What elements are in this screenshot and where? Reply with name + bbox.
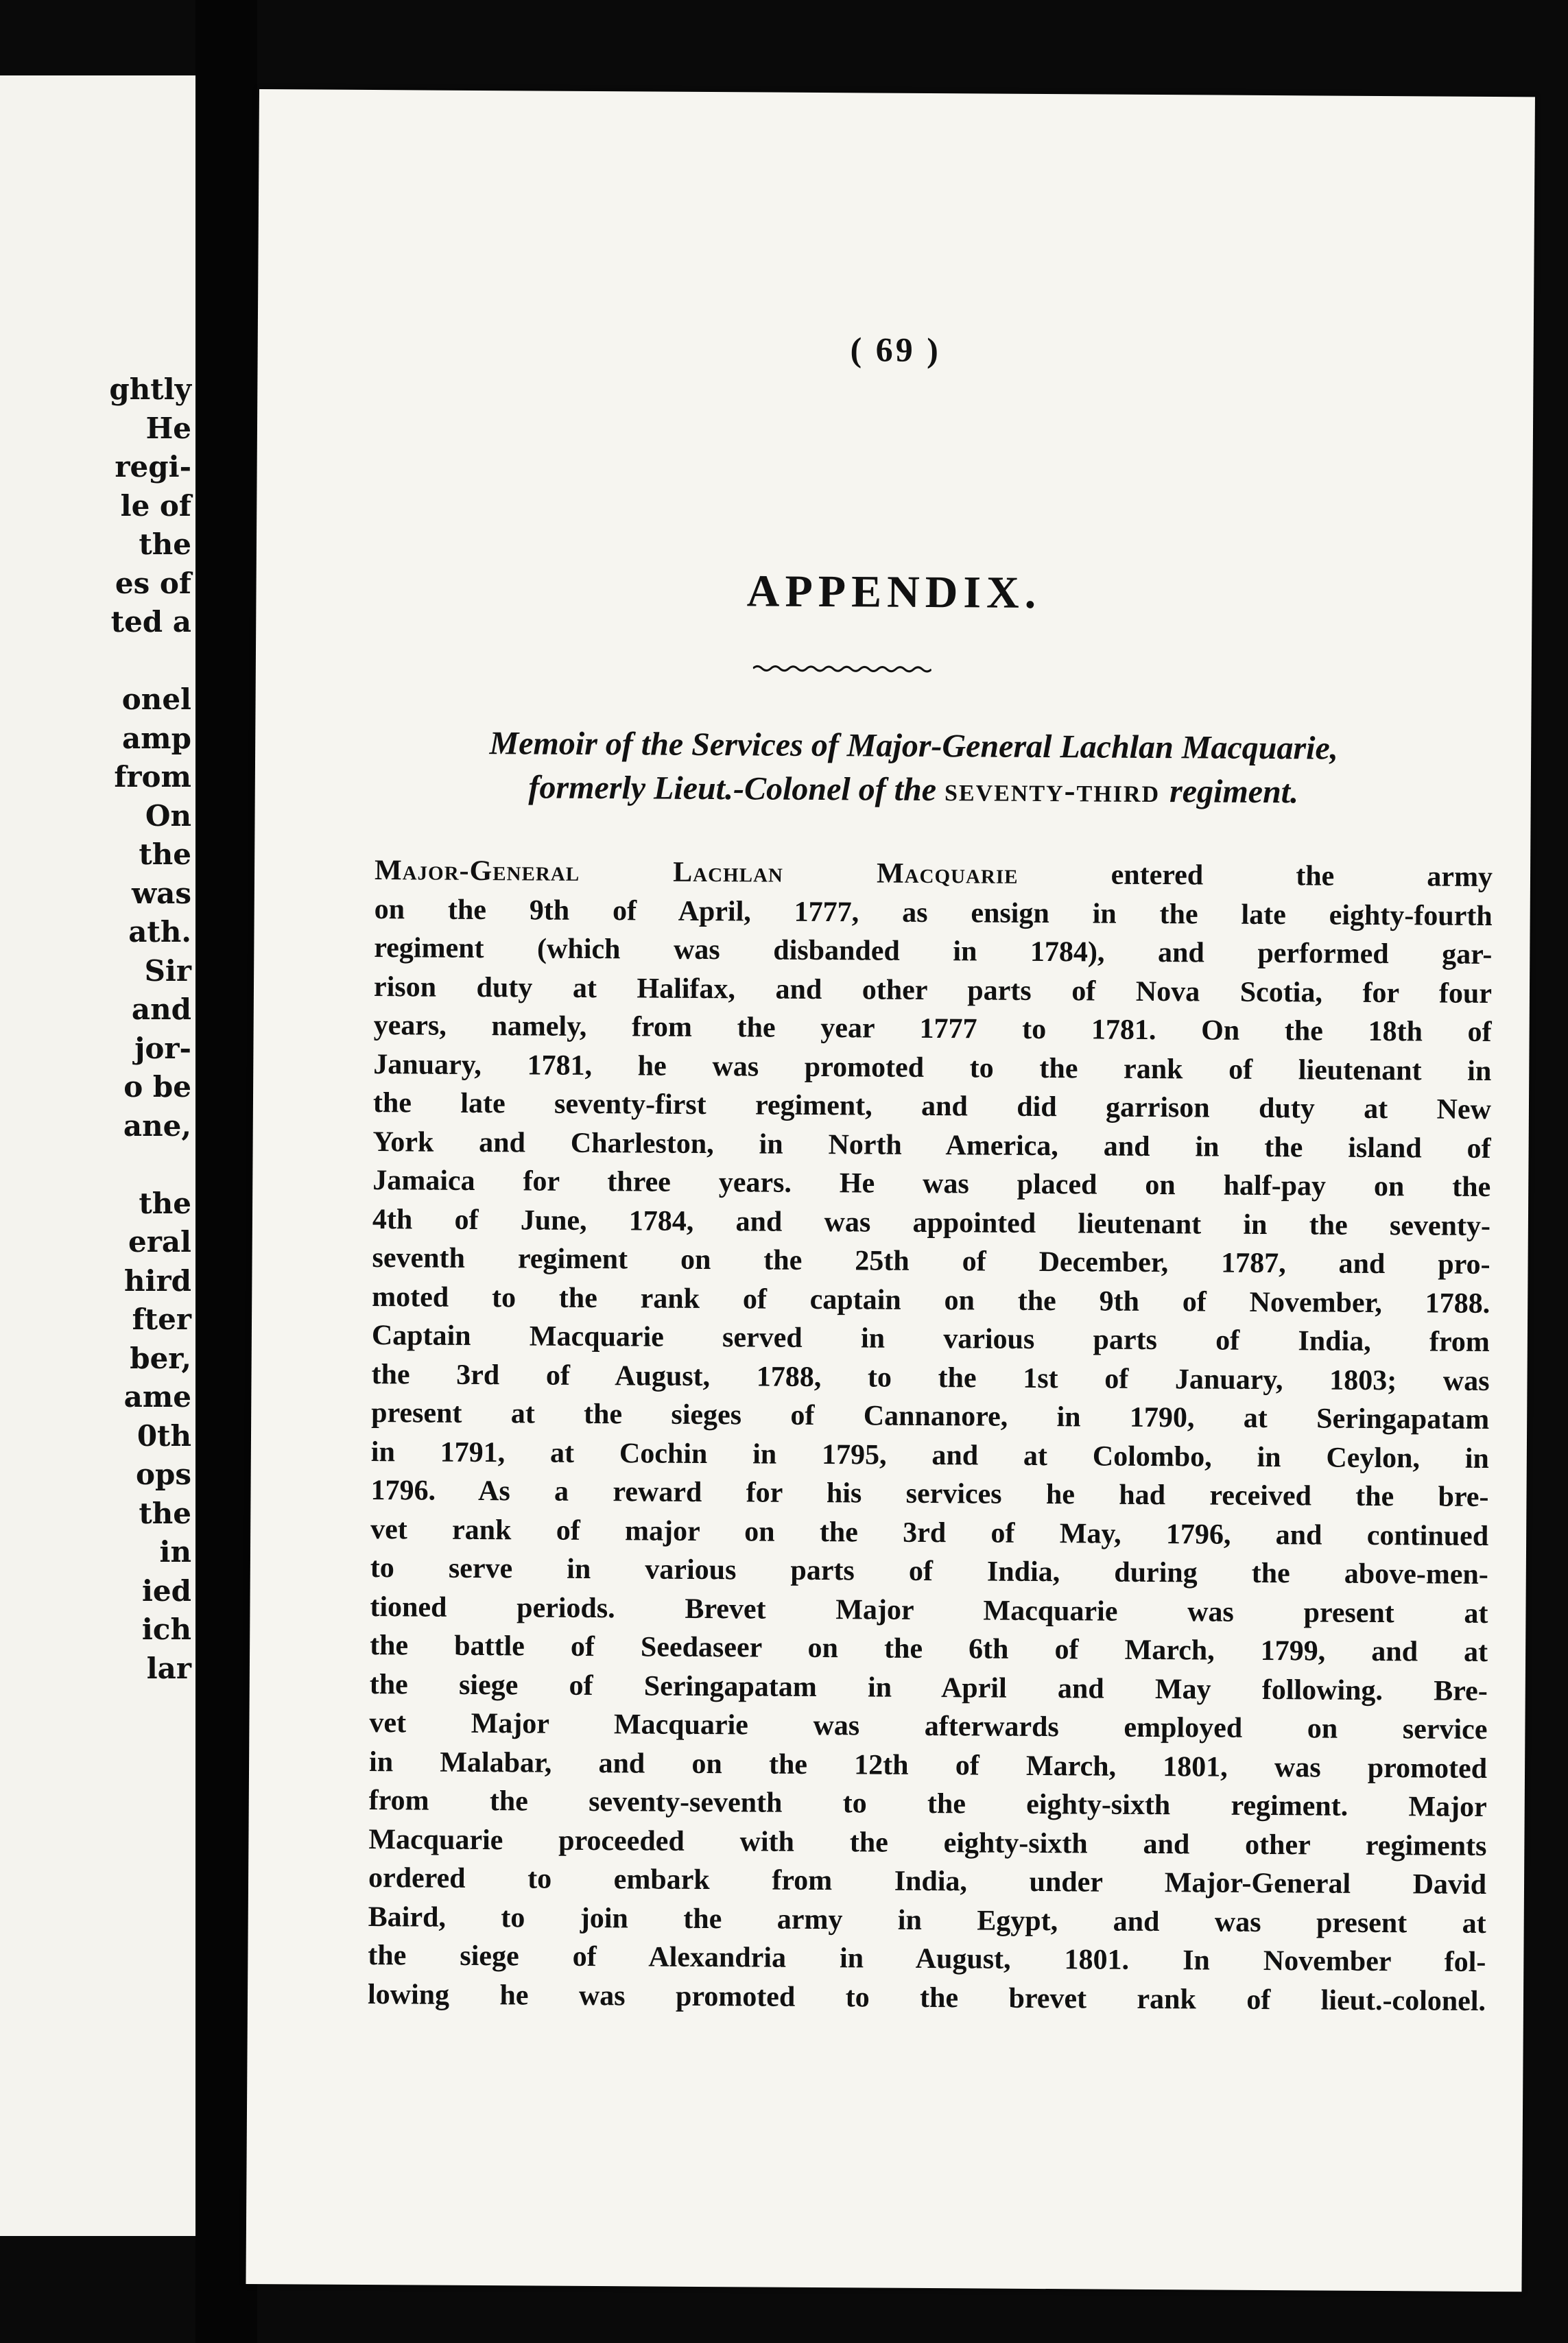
facing-page-line [6, 1145, 191, 1185]
body-line: moted to the rank of captain on the 9th of November, 1788. [372, 1281, 1490, 1320]
facing-page-line: hird [124, 1263, 191, 1298]
facing-page-line: le of [120, 488, 191, 523]
facing-page-line: the [139, 1186, 191, 1220]
body-line: the 3rd of August, 1788, to the 1st of January, 1803; was [371, 1358, 1490, 1397]
heading-prefix: formerly Lieut.-Colonel of the [528, 769, 945, 809]
facing-page-line: ted a [110, 605, 191, 639]
facing-page-line: fter [132, 1303, 191, 1336]
facing-page-line: from [114, 760, 191, 794]
body-line: tioned periods. Brevet Major Macquarie was present at [370, 1591, 1488, 1630]
facing-page-line [6, 642, 191, 681]
body-line: present at the sieges of Cannanore, in 1790, at Seringapatam [371, 1397, 1490, 1436]
facing-page-line: ame [123, 1380, 191, 1414]
facing-page-line: Sir [144, 953, 191, 988]
facing-page-line: lar [146, 1651, 191, 1685]
facing-page-line: amp [121, 721, 191, 755]
body-line [375, 851, 1493, 896]
body-line: the battle of Seedaseer on the 6th of March, 1799, and at [370, 1630, 1488, 1668]
facing-page-line: 0th [136, 1418, 191, 1453]
body-line: ordered to embark from India, under Major-General David [368, 1862, 1487, 1901]
facing-page-line: and [131, 992, 191, 1026]
facing-page-line: ich [141, 1613, 191, 1646]
body-line: the siege of Seringapatam in April and May following. Bre- [369, 1668, 1488, 1707]
facing-page-line: eral [128, 1225, 191, 1259]
body-line: the late seventy-first regiment, and did garrison duty at New [372, 1087, 1492, 1126]
page-number: ( 69 ) [850, 330, 942, 370]
facing-page-text [6, 370, 191, 1688]
body-line: 1796. As a reward for his services he had received the bre- [370, 1475, 1489, 1513]
facing-page-line: ghtly [109, 372, 191, 406]
facing-page-line: in [159, 1535, 191, 1569]
facing-page-line: He [145, 411, 191, 445]
facing-page-line: onel [121, 682, 191, 716]
facing-page-line: ops [135, 1458, 191, 1491]
body-line: vet rank of major on the 3rd of May, 1796, and continued [370, 1513, 1489, 1552]
appendix-page [246, 89, 1535, 2292]
body-line: to serve in various parts of India, during the above-men- [370, 1552, 1488, 1591]
body-line: vet Major Macquarie was afterwards employed on service [369, 1707, 1488, 1746]
body-line: Captain Macquarie served in various parts of India, from [371, 1320, 1490, 1358]
heading-regiment: seventy-third [944, 772, 1170, 810]
body-line: on the 9th of April, 1777, as ensign in the late eighty-fourth [374, 893, 1493, 932]
body-line: York and Charleston, in North America, and in the island of [372, 1126, 1491, 1165]
page-title: APPENDIX. [746, 566, 1042, 618]
facing-page-line: o be [123, 1070, 191, 1104]
body-line: regiment (which was disbanded in 1784), and performed gar- [374, 932, 1493, 971]
facing-page-line: ath. [128, 915, 191, 949]
body-line: Jamaica for three years. He was placed on half-pay on the [372, 1165, 1491, 1203]
opening-name: Major-General Lachlan Macquarie [374, 855, 1019, 890]
body-line: rison duty at Halifax, and other parts of Nova Scotia, for four [373, 971, 1493, 1010]
memoir-heading-line-2 [296, 764, 1531, 816]
facing-page-line: es of [115, 566, 191, 600]
body-line: in Malabar, and on the 12th of March, 1801, was promoted [368, 1746, 1488, 1785]
memoir-body [368, 851, 1493, 2021]
facing-page-fragment [0, 75, 195, 2236]
facing-page-line: the [139, 837, 191, 871]
facing-page-line: ied [141, 1573, 191, 1608]
facing-page-line: On [145, 798, 191, 833]
body-line: in 1791, at Cochin in 1795, and at Colombo, in Ceylon, in [370, 1436, 1489, 1475]
facing-page-line: the [139, 1496, 191, 1530]
body-line: lowing he was promoted to the brevet rank of lieut.-colonel. [367, 1978, 1486, 2017]
body-line-text: entered the army [1018, 858, 1493, 894]
body-line: years, namely, from the year 1777 to 1781. On the 18th of [373, 1010, 1492, 1049]
heading-suffix: regiment. [1169, 773, 1299, 811]
facing-page-line: jor- [134, 1031, 191, 1065]
body-line: Macquarie proceeded with the eighty-sixth and other regiments [368, 1823, 1487, 1862]
body-line: Baird, to join the army in Egypt, and was present at [368, 1901, 1486, 1940]
memoir-heading [296, 720, 1532, 816]
memoir-heading-line-1: Memoir of the Services of Major-General Lachlan Macquarie, [489, 725, 1338, 767]
body-line: seventh regiment on the 25th of December, 1787, and pro- [372, 1242, 1490, 1281]
facing-page-line: ber, [130, 1341, 191, 1375]
body-line: January, 1781, he was promoted to the rank of lieutenant in [373, 1048, 1492, 1087]
body-line: the siege of Alexandria in August, 1801. In November fol- [368, 1940, 1486, 1978]
decorative-rule [753, 661, 931, 676]
body-line: from the seventy-seventh to the eighty-sixth regiment. Major [368, 1785, 1487, 1823]
facing-page-line: the [139, 527, 191, 561]
facing-page-line: regi- [115, 450, 191, 484]
body-line: 4th of June, 1784, and was appointed lieutenant in the seventy- [372, 1203, 1491, 1242]
facing-page-line: ane, [123, 1108, 191, 1143]
facing-page-line: was [131, 876, 191, 910]
